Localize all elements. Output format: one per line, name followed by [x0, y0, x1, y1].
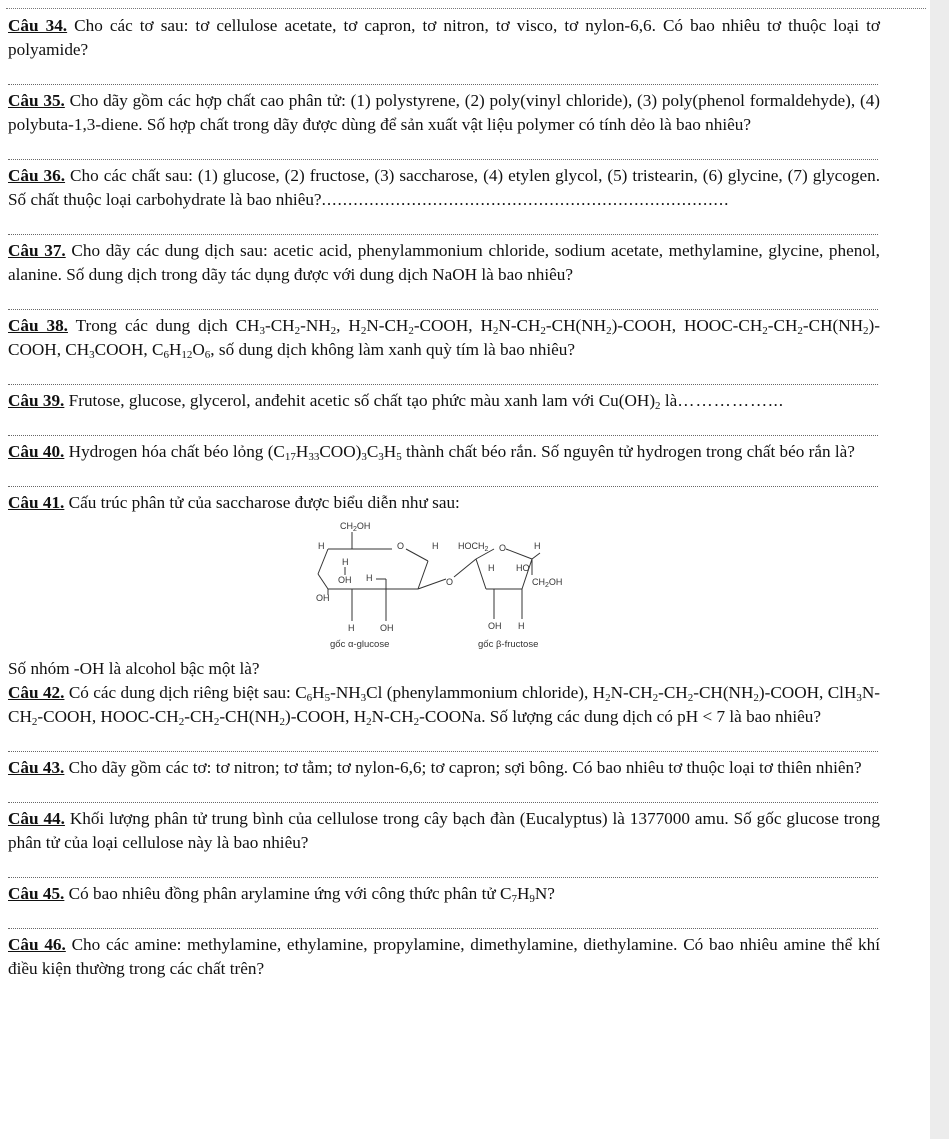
h-label: H: [488, 563, 495, 573]
oh-label: OH: [488, 621, 502, 631]
answer-fill[interactable]: .............................................................................: [321, 190, 730, 209]
saccharose-structure: [8, 519, 880, 655]
question-41: [8, 491, 880, 515]
question-number: Câu 44.: [8, 809, 65, 828]
h-label: H: [318, 541, 325, 551]
question-number: Câu 36.: [8, 166, 66, 185]
question-36: [8, 164, 880, 212]
h-label: H: [348, 623, 355, 633]
question-number: Câu 40.: [8, 442, 65, 461]
question-41-prompt: Số nhóm -OH là alcohol bậc một là?: [8, 659, 260, 678]
question-text: Cho các chất sau: (1) glucose, (2) fructose, (3) saccharose, (4) etylen glycol, (5) tristearin, (6) glycine, (7) glycogen. Số chất thuộc loại carbohydrate là bao nhiêu?: [8, 166, 881, 209]
question-number: Câu 37.: [8, 241, 66, 260]
question-number: Câu 42.: [8, 683, 65, 702]
question-42: [8, 681, 880, 729]
question-text: Cấu trúc phân tử của saccharose được biểu diễn như sau:: [68, 493, 460, 512]
answer-line[interactable]: [8, 362, 878, 385]
fructose-caption: gốc β-fructose: [478, 639, 539, 650]
h-label: H: [518, 621, 525, 631]
question-text: Cho các tơ sau: tơ cellulose acetate, tơ capron, tơ nitron, tơ visco, tơ nylon-6,6. Có bao nhiêu tơ thuộc loại tơ polyamide?: [8, 16, 880, 59]
question-39: [8, 389, 880, 413]
question-number: Câu 38.: [8, 316, 68, 335]
ch2oh-label: $CH_2OH$: [340, 521, 371, 533]
h-label: H: [432, 541, 439, 551]
oh-label: OH: [316, 593, 330, 603]
question-number: Câu 46.: [8, 935, 66, 954]
h-label: H: [342, 557, 349, 567]
question-43: [8, 756, 880, 780]
hoch2-label: $HOCH_2$: [458, 541, 489, 553]
answer-line[interactable]: [8, 906, 878, 929]
question-number: Câu 34.: [8, 16, 68, 35]
answer-line[interactable]: [8, 464, 878, 487]
answer-line[interactable]: [8, 855, 878, 878]
question-45: [8, 882, 880, 906]
question-38: [8, 314, 880, 362]
question-text: Hydrogen hóa chất béo lỏng $(C_{17}H_{33}COO)_3C_3H_5$ thành chất béo rắn. Số nguyên tử hydrogen trong chất béo rắn là?: [68, 442, 855, 463]
question-number: Câu 43.: [8, 758, 65, 777]
saccharose-diagram: [308, 519, 588, 655]
o-label: O: [446, 577, 454, 587]
question-number: Câu 39.: [8, 391, 65, 410]
question-text: Cho dãy gồm các tơ: tơ nitron; tơ tằm; tơ nylon-6,6; tơ capron; sợi bông. Có bao nhiêu tơ thuộc loại tơ thiên nhiên?: [68, 758, 862, 777]
question-44: [8, 807, 880, 855]
oh-label: OH: [338, 575, 352, 585]
question-35: [8, 89, 880, 137]
page-margin: [930, 0, 949, 1139]
answer-line[interactable]: [8, 780, 878, 803]
o-label: O: [499, 543, 507, 553]
answer-line[interactable]: [8, 729, 878, 752]
question-37: [8, 239, 880, 287]
h-label: H: [534, 541, 541, 551]
question-text: Cho dãy gồm các hợp chất cao phân tử: (1) polystyrene, (2) poly(vinyl chloride), (3) poly(phenol formaldehyde), (4) polybuta-1,3-diene. Số hợp chất trong dãy được dùng để sản xuất vật liệu polymer có tính dẻo là bao nhiêu?: [8, 91, 881, 134]
question-text: Trong các dung dịch $CH_3-CH_2-NH_2$, $H_2N-CH_2$-COOH, $H_2N-CH_2-CH(NH_2)$-COOH, HOOC-$CH_2-CH_2-CH(NH_2)$-COOH, $CH_3COOH$, $C_6H_{12}O_6$, số dung dịch không làm xanh quỳ tím là bao nhiêu?: [8, 316, 880, 361]
glucose-caption: gốc α-glucose: [330, 639, 390, 650]
answer-line[interactable]: [8, 137, 878, 160]
top-dotted-line: [6, 0, 926, 9]
question-text: Có bao nhiêu đồng phân arylamine ứng với công thức phân tử $C_7H_9N$?: [68, 884, 555, 905]
question-text: Cho các amine: methylamine, ethylamine, propylamine, dimethylamine, diethylamine. Có bao nhiêu amine thể khí điều kiện thường trong các chất trên?: [8, 935, 880, 978]
question-text: Khối lượng phân tử trung bình của cellulose trong cây bạch đàn (Eucalyptus) là 1377000 amu. Số gốc glucose trong phân tử của loại cellulose này là bao nhiêu?: [8, 809, 880, 852]
answer-fill[interactable]: ……………...: [677, 391, 785, 410]
question-40: [8, 440, 880, 464]
question-number: Câu 35.: [8, 91, 65, 110]
answer-line[interactable]: [8, 413, 878, 436]
question-text: Có các dung dịch riêng biệt sau: $C_6H_5-NH_3Cl$ (phenylammonium chloride), $H_2N-CH_2-CH_2-CH(NH_2)$-COOH, $ClH_3N-CH_2$-COOH, HOOC-$CH_2-CH_2-CH(NH_2)$-COOH, $H_2N-CH_2$-COONa. Số lượng các dung dịch có pH < 7 là bao nhiêu?: [8, 683, 880, 728]
ch2oh-label: $CH_2OH$: [532, 577, 563, 589]
answer-line[interactable]: [8, 287, 878, 310]
o-label: O: [397, 541, 405, 551]
ho-label: HO: [516, 563, 530, 573]
question-list: [8, 14, 880, 981]
question-number: Câu 45.: [8, 884, 65, 903]
question-text: Cho dãy các dung dịch sau: acetic acid, phenylammonium chloride, sodium acetate, methylamine, glycine, phenol, alanine. Số dung dịch trong dãy tác dụng được với dung dịch NaOH là bao nhiêu?: [8, 241, 880, 284]
answer-line[interactable]: [8, 212, 878, 235]
h-label: H: [366, 573, 373, 583]
question-text: Frutose, glucose, glycerol, anđehit acetic số chất tạo phức màu xanh lam với $Cu(OH)_2$ là: [68, 391, 678, 412]
question-34: [8, 14, 880, 62]
question-46: [8, 933, 880, 981]
question-number: Câu 41.: [8, 493, 65, 512]
oh-label: OH: [380, 623, 394, 633]
answer-line[interactable]: [8, 62, 878, 85]
